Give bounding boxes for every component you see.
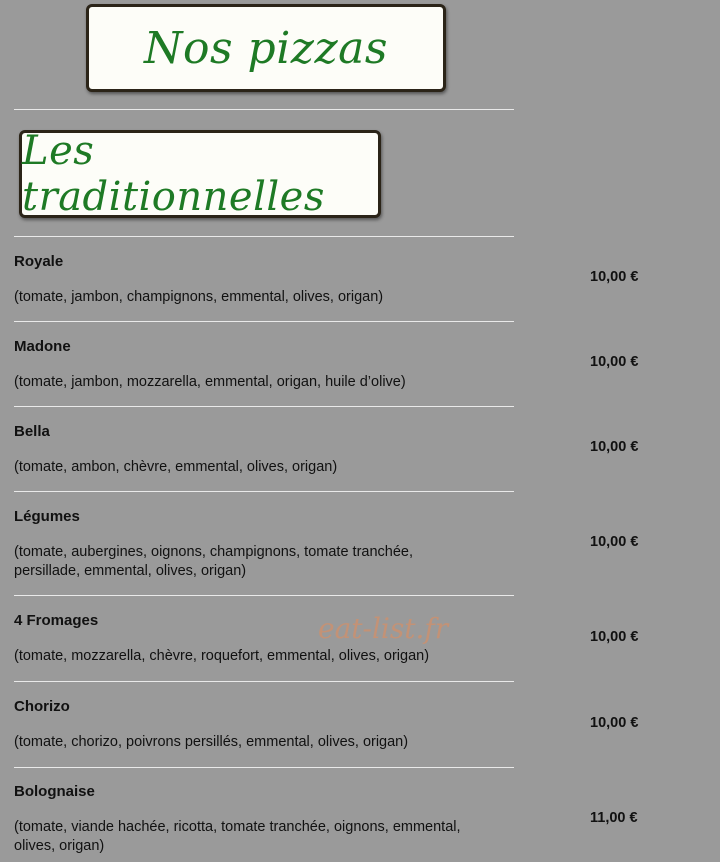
item-name: 4 Fromages	[14, 612, 99, 629]
section-title: Les traditionnelles	[22, 128, 325, 220]
item-description: (tomate, chorizo, poivrons persillés, emmental, olives, origan)	[14, 734, 409, 750]
section-title-banner	[19, 130, 381, 218]
item-price: 10,00 €	[590, 715, 639, 731]
item-name: Bolognaise	[14, 783, 95, 800]
item-price: 10,00 €	[590, 354, 639, 370]
item-name: Bella	[14, 423, 50, 440]
item-name: Légumes	[14, 508, 80, 525]
watermark: eat-list.fr	[318, 612, 449, 645]
divider	[14, 321, 514, 322]
divider	[14, 406, 514, 407]
divider	[14, 767, 514, 768]
item-price: 10,00 €	[590, 439, 639, 455]
divider	[14, 595, 514, 596]
menu-title-banner	[86, 4, 446, 92]
item-description: (tomate, viande hachée, ricotta, tomate tranchée, oignons, emmental, olives, origan)	[14, 819, 461, 854]
item-price: 10,00 €	[590, 269, 639, 285]
item-description: (tomate, jambon, champignons, emmental, olives, origan)	[14, 289, 384, 305]
item-price: 11,00 €	[590, 810, 638, 826]
divider	[14, 681, 514, 682]
item-price: 10,00 €	[590, 534, 639, 550]
menu-title: Nos pizzas	[144, 22, 388, 74]
item-name: Chorizo	[14, 698, 70, 715]
item-description: (tomate, jambon, mozzarella, emmental, origan, huile d’olive)	[14, 374, 406, 390]
item-description: (tomate, mozzarella, chèvre, roquefort, emmental, olives, origan)	[14, 648, 430, 664]
item-name: Royale	[14, 253, 64, 270]
item-description: (tomate, aubergines, oignons, champignons, tomate tranchée, persillade, emmental, olives, origan)	[14, 544, 413, 579]
divider	[14, 236, 514, 237]
divider	[14, 491, 514, 492]
item-name: Madone	[14, 338, 71, 355]
item-description: (tomate, ambon, chèvre, emmental, olives, origan)	[14, 459, 338, 475]
divider	[14, 109, 514, 110]
item-price: 10,00 €	[590, 629, 639, 645]
